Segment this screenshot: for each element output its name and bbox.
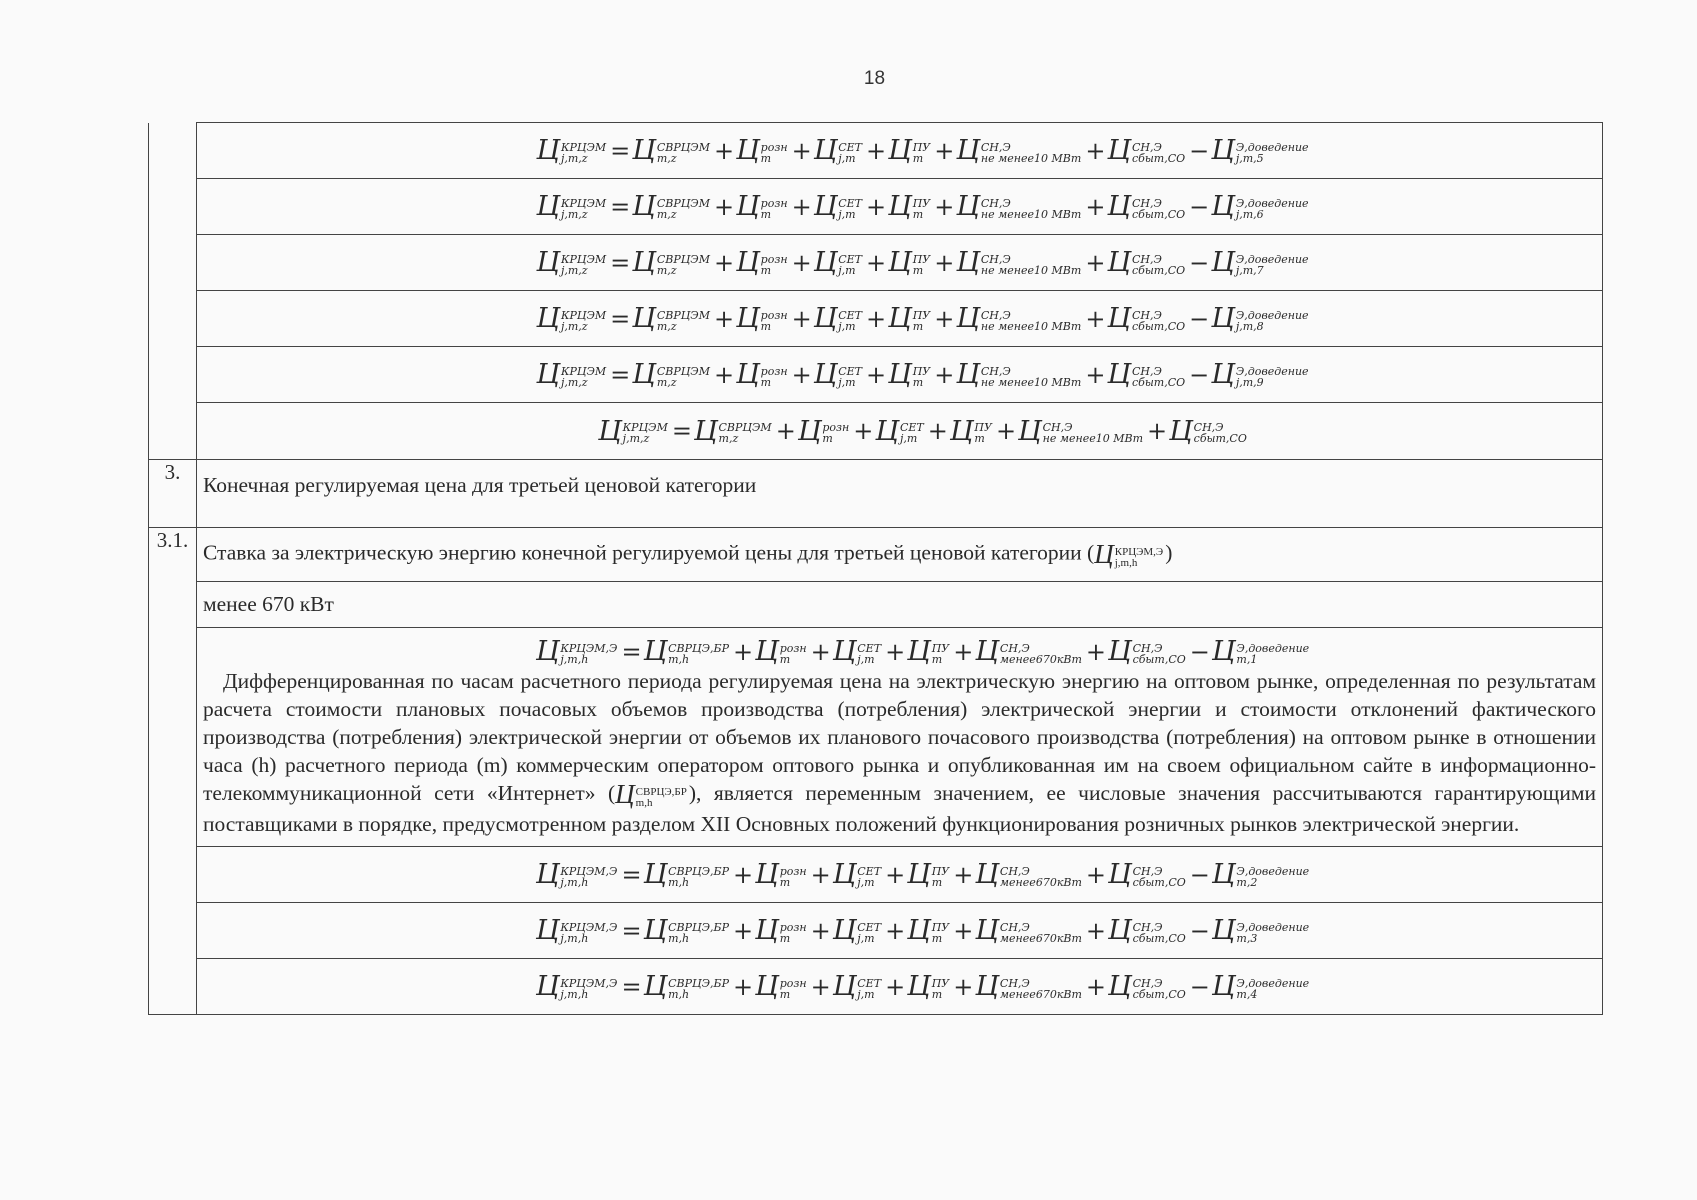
plus-sign: +: [775, 417, 796, 445]
term-sn: Ц СН,Э менее670кВт: [975, 859, 1082, 891]
term-set: Ц СЕТ j,m: [832, 859, 882, 891]
term-svrcem: Ц СВРЦЭМ m,z: [632, 135, 710, 166]
lower-formula-row: [149, 959, 1603, 1015]
section-3-row: [149, 460, 1603, 528]
formula-cell: [197, 235, 1603, 291]
plus-sign: +: [1085, 248, 1106, 277]
lhs-term: Ц КРЦЭМ,Э j,m,h: [535, 971, 618, 1003]
formula-row: [149, 179, 1603, 235]
term-pu: Ц ПУ m: [907, 859, 950, 891]
plus-sign: +: [714, 136, 735, 165]
plus-sign: +: [885, 972, 906, 1001]
lhs-term: Ц КРЦЭМ,Э j,m,h: [535, 859, 618, 891]
plus-sign: +: [1085, 972, 1107, 1001]
section-31-title: [197, 528, 1603, 582]
term-sn: Ц СН,Э не менее10 МВт: [956, 247, 1082, 278]
term-dovedenie: Ц Э,доведение m,3: [1211, 915, 1310, 947]
plus-sign: +: [885, 860, 906, 889]
term-dovedenie: Ц Э,доведение m,2: [1211, 859, 1310, 891]
term-rozn: Ц розн m: [736, 247, 788, 278]
term-sbyt: Ц СН,Э сбыт,СО: [1108, 859, 1186, 891]
plus-sign: +: [953, 972, 974, 1001]
term-set: Ц СЕТ j,m: [832, 636, 882, 667]
plus-sign: +: [733, 637, 754, 666]
plus-sign: +: [714, 248, 735, 277]
plus-sign: +: [810, 916, 831, 945]
term-pu: Ц ПУ m: [949, 415, 992, 447]
term-dovedenie: Ц Э,доведение j,m,6: [1211, 191, 1309, 222]
term-sbyt: Ц СН,Э сбыт,СО: [1108, 636, 1186, 667]
term-sbyt: Ц СН,Э сбыт,CO: [1169, 415, 1247, 447]
term-pu: Ц ПУ m: [888, 135, 931, 166]
formula-row: [149, 123, 1603, 179]
term-set: Ц СЕТ j,m: [832, 971, 882, 1003]
plus-sign: +: [1085, 304, 1106, 333]
plus-sign: +: [866, 192, 887, 221]
term-svrce-br: Ц СВРЦЭ,БР m,h: [643, 915, 730, 947]
term-set: Ц СЕТ j,m: [813, 247, 863, 278]
equals-sign: =: [610, 304, 631, 333]
term-set: Ц СЕТ j,m: [875, 415, 924, 447]
term-svrcem: Ц СВРЦЭМ m,z: [632, 303, 710, 334]
term-pu: Ц ПУ m: [888, 359, 931, 390]
term-set: Ц СЕТ j,m: [813, 135, 863, 166]
term-dovedenie: Ц Э,доведение m,4: [1211, 971, 1310, 1003]
plus-sign: +: [866, 136, 887, 165]
equals-sign: =: [610, 192, 631, 221]
term-pu: Ц ПУ m: [907, 971, 950, 1003]
equals-sign: =: [621, 860, 642, 889]
lower-formula: [536, 915, 1311, 946]
formula: [536, 191, 1310, 222]
term-dovedenie: Ц Э,доведение m,1: [1211, 636, 1310, 667]
equals-sign: =: [671, 417, 692, 445]
term-svrce-br: Ц СВРЦЭ,БР m,h: [643, 636, 730, 667]
formula: [536, 303, 1310, 334]
term-sbyt: Ц СН,Э сбыт,CO: [1107, 135, 1186, 166]
minus-sign: −: [1189, 136, 1210, 165]
term-set: Ц СЕТ j,m: [813, 359, 863, 390]
paragraph-text-after: ), является переменным значением, ее числовые значения рассчитываются гарантирующими поставщиками в порядке, предусмотренном разделом XII Основных положений функционирования розничных рынков электрической энергии.: [203, 781, 1596, 837]
term-dovedenie: Ц Э,доведение j,m,9: [1211, 359, 1309, 390]
lhs-term: Ц КРЦЭМ j,m,z: [536, 135, 607, 166]
lower-formula-cell: [197, 847, 1603, 903]
term-rozn: Ц розн m: [736, 191, 788, 222]
plus-sign: +: [791, 304, 812, 333]
section-31-row: [149, 528, 1603, 582]
plus-sign: +: [733, 916, 754, 945]
equals-sign: =: [621, 637, 642, 666]
lower-formula: [536, 971, 1311, 1002]
term-svrce-br: Ц СВРЦЭ,БР m,h: [643, 859, 730, 891]
equals-sign: =: [621, 972, 642, 1001]
term-pu: Ц ПУ m: [888, 191, 931, 222]
term-rozn: Ц розн m: [755, 971, 807, 1003]
term-dovedenie: Ц Э,доведение j,m,7: [1211, 247, 1309, 278]
plus-sign: +: [714, 360, 735, 389]
term-svrcem: Ц СВРЦЭМ m,z: [632, 191, 710, 222]
equals-sign: =: [621, 916, 642, 945]
term-sn: Ц СН,Э не менее10 МВт: [1018, 415, 1144, 447]
term-sn: Ц СН,Э менее670кВт: [975, 971, 1082, 1003]
plus-sign: +: [995, 417, 1017, 445]
plus-sign: +: [791, 192, 812, 221]
paragraph-inline-symbol: Ц СВРЦЭ,БР m,h: [615, 779, 687, 810]
plus-sign: +: [1085, 637, 1107, 666]
term-set: Ц СЕТ j,m: [832, 915, 882, 947]
term-rozn: Ц розн m: [797, 415, 850, 447]
lhs-term: Ц КРЦЭМ j,m,z: [536, 303, 607, 334]
minus-sign: −: [1189, 916, 1210, 945]
lhs-term: Ц КРЦЭМ,Э j,m,h: [535, 636, 618, 667]
lhs-term: Ц КРЦЭМ j,m,z: [598, 415, 668, 447]
lhs-term: Ц КРЦЭМ j,m,z: [536, 247, 607, 278]
term-sn: Ц СН,Э менее670кВт: [975, 636, 1082, 667]
term-rozn: Ц розн m: [736, 135, 788, 166]
lower-formula: [536, 636, 1311, 667]
term-sbyt: Ц СН,Э сбыт,CO: [1107, 191, 1186, 222]
section-31-title-end: ): [1165, 540, 1173, 565]
plus-sign: +: [866, 360, 887, 389]
term-svrcem: Ц СВРЦЭМ m,z: [693, 415, 772, 447]
term-sn: Ц СН,Э не менее10 МВт: [956, 191, 1082, 222]
plus-sign: +: [853, 417, 874, 445]
term-sbyt: Ц СН,Э сбыт,СО: [1108, 971, 1186, 1003]
formula-base: [598, 416, 1249, 447]
minus-sign: −: [1189, 192, 1210, 221]
price-table: [148, 122, 1603, 1015]
plus-sign: +: [866, 304, 887, 333]
plus-sign: +: [953, 860, 974, 889]
term-pu: Ц ПУ m: [888, 247, 931, 278]
term-svrce-br: Ц СВРЦЭ,БР m,h: [643, 971, 730, 1003]
plus-sign: +: [810, 860, 831, 889]
paragraph-text-before: Дифференцированная по часам расчетного периода регулируемая цена на электрическую энергию на оптовом рынке, определенная по результатам расчета стоимости плановых почасовых объемов производства (потребления) электрической энергии и стоимости отклонений фактического производства (потребления) электрической энергии от объемов их планового почасового производства (потребления) на оптовом рынке в отношении часа (h) расчетного периода (m) коммерческим оператором оптового рынка и опубликованная им на своем официальном сайте в информационно-телекоммуникационной сети «Интернет» (: [203, 669, 1596, 805]
lower-formula: [536, 859, 1311, 890]
term-rozn: Ц розн m: [755, 636, 807, 667]
plus-sign: +: [1085, 360, 1106, 389]
minus-sign: −: [1189, 304, 1210, 333]
minus-sign: −: [1189, 860, 1210, 889]
term-sn: Ц СН,Э не менее10 МВт: [956, 359, 1082, 390]
term-svrcem: Ц СВРЦЭМ m,z: [632, 247, 710, 278]
formula: [536, 135, 1310, 166]
formula-cell: [197, 347, 1603, 403]
term-rozn: Ц розн m: [755, 915, 807, 947]
plus-sign: +: [1085, 136, 1106, 165]
section-31-title-text: Ставка за электрическую энергию конечной регулируемой цены для третьей ценовой категории (: [203, 540, 1095, 565]
less-670-label: менее 670 кВт: [197, 582, 1603, 628]
lhs-term: Ц КРЦЭМ,Э j,m,h: [535, 915, 618, 947]
plus-sign: +: [885, 916, 906, 945]
term-rozn: Ц розн m: [736, 303, 788, 334]
plus-sign: +: [791, 248, 812, 277]
term-sbyt: Ц СН,Э сбыт,CO: [1107, 359, 1186, 390]
plus-sign: +: [866, 248, 887, 277]
formula: [536, 359, 1310, 390]
formula-row: [149, 347, 1603, 403]
plus-sign: +: [1147, 417, 1168, 445]
term-sbyt: Ц СН,Э сбыт,CO: [1107, 247, 1186, 278]
formula-cell: [197, 123, 1603, 179]
equals-sign: =: [610, 136, 631, 165]
plus-sign: +: [714, 304, 735, 333]
lower-formula-cell: [197, 903, 1603, 959]
lower-formula-row: [149, 903, 1603, 959]
plus-sign: +: [885, 637, 906, 666]
term-sn: Ц СН,Э не менее10 МВт: [956, 303, 1082, 334]
plus-sign: +: [714, 192, 735, 221]
term-svrcem: Ц СВРЦЭМ m,z: [632, 359, 710, 390]
explanation-paragraph: [197, 667, 1602, 846]
plus-sign: +: [934, 136, 955, 165]
plus-sign: +: [810, 972, 831, 1001]
plus-sign: +: [791, 136, 812, 165]
less-670-row: [149, 582, 1603, 628]
term-sn: Ц СН,Э менее670кВт: [975, 915, 1082, 947]
term-pu: Ц ПУ m: [907, 915, 950, 947]
plus-sign: +: [810, 637, 831, 666]
term-set: Ц СЕТ j,m: [813, 191, 863, 222]
section-3-title: Конечная регулируемая цена для третьей ценовой категории: [197, 460, 1603, 528]
formula-row: [149, 235, 1603, 291]
minus-sign: −: [1189, 637, 1210, 666]
plus-sign: +: [791, 360, 812, 389]
term-rozn: Ц розн m: [736, 359, 788, 390]
section-3-number: 3.: [149, 460, 197, 528]
formula-row: [149, 291, 1603, 347]
term-pu: Ц ПУ m: [907, 636, 950, 667]
plus-sign: +: [953, 916, 974, 945]
equals-sign: =: [610, 360, 631, 389]
minus-sign: −: [1189, 248, 1210, 277]
lower-formula-row: [149, 847, 1603, 903]
minus-sign: −: [1189, 972, 1210, 1001]
minus-sign: −: [1189, 360, 1210, 389]
equals-sign: =: [610, 248, 631, 277]
lhs-term: Ц КРЦЭМ j,m,z: [536, 359, 607, 390]
plus-sign: +: [1085, 916, 1107, 945]
term-dovedenie: Ц Э,доведение j,m,8: [1211, 303, 1309, 334]
formula-cell: [197, 179, 1603, 235]
term-rozn: Ц розн m: [755, 859, 807, 891]
formula-cell: [197, 291, 1603, 347]
plus-sign: +: [934, 360, 955, 389]
term-dovedenie: Ц Э,доведение j,m,5: [1211, 135, 1309, 166]
formula: [536, 247, 1310, 278]
formula-row-base: [149, 403, 1603, 460]
lower-formula-paragraph-cell: [197, 628, 1603, 847]
plus-sign: +: [733, 972, 754, 1001]
lower-formula-cell: [197, 959, 1603, 1015]
plus-sign: +: [927, 417, 948, 445]
section-31-number: 3.1.: [149, 528, 197, 1015]
plus-sign: +: [733, 860, 754, 889]
term-set: Ц СЕТ j,m: [813, 303, 863, 334]
plus-sign: +: [934, 248, 955, 277]
lhs-term: Ц КРЦЭМ j,m,z: [536, 191, 607, 222]
plus-sign: +: [934, 192, 955, 221]
lower-formula-paragraph-row: [149, 628, 1603, 847]
number-cell-empty: [149, 123, 197, 460]
term-sbyt: Ц СН,Э сбыт,CO: [1107, 303, 1186, 334]
term-sbyt: Ц СН,Э сбыт,СО: [1108, 915, 1186, 947]
plus-sign: +: [1085, 192, 1106, 221]
term-pu: Ц ПУ m: [888, 303, 931, 334]
formula-cell: [197, 403, 1603, 460]
plus-sign: +: [934, 304, 955, 333]
page-number: 18: [863, 68, 886, 89]
plus-sign: +: [1085, 860, 1107, 889]
section-31-title-symbol: Ц КРЦЭМ,Э j,m,h: [1094, 539, 1164, 570]
plus-sign: +: [953, 637, 974, 666]
term-sn: Ц СН,Э не менее10 МВт: [956, 135, 1082, 166]
